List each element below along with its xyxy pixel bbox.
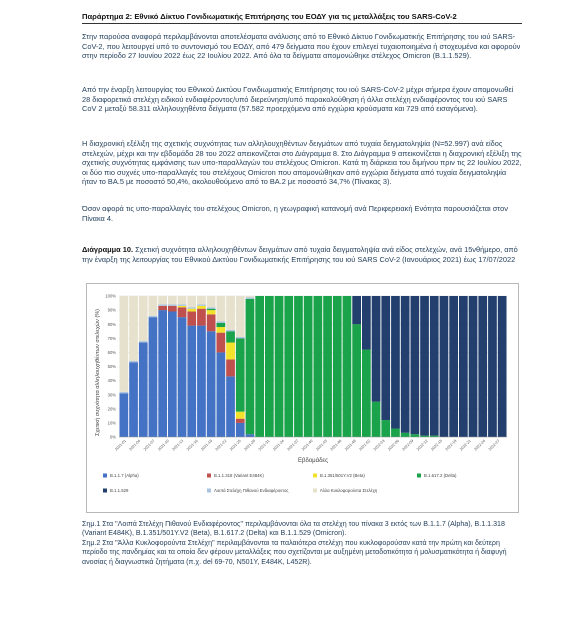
x-tick-label: 2022-03	[372, 438, 386, 452]
legend-swatch	[417, 474, 421, 478]
legend-swatch	[207, 489, 211, 493]
bar-segment	[381, 420, 390, 437]
footnotes	[82, 520, 522, 567]
y-tick-label: 100%	[105, 293, 116, 299]
bar-segment	[236, 423, 245, 437]
bar-segment	[197, 296, 206, 304]
legend-label: B.1.617.2 (Delta)	[424, 473, 457, 478]
bar-segment	[187, 326, 196, 437]
bar-segment	[391, 429, 400, 437]
legend-swatch	[103, 489, 107, 493]
x-tick-label: 2021-07	[142, 438, 156, 452]
bar-segment	[158, 306, 167, 310]
bar-segment	[187, 307, 196, 308]
x-tick-label: 2021-52	[358, 438, 372, 452]
x-tick-label: 2022-18	[444, 438, 458, 452]
y-tick-label: 10%	[107, 420, 116, 426]
bar-segment	[333, 296, 342, 437]
bar-segment	[178, 307, 187, 317]
figure-caption	[82, 245, 522, 264]
bar-segment	[168, 304, 177, 305]
y-tick-label: 0%	[109, 434, 116, 440]
stacked-bar-chart	[86, 283, 519, 513]
x-tick-label: 2021-19	[200, 438, 214, 452]
bar-segment	[149, 317, 158, 437]
y-tick-label: 60%	[107, 350, 116, 355]
bar-segment	[381, 296, 390, 420]
x-tick-label: 2022-12	[415, 438, 429, 452]
bar-segment	[129, 296, 138, 361]
bar-segment	[178, 304, 187, 305]
bar-segment	[119, 296, 128, 392]
paragraph-sample-summary: Στην παρούσα αναφορά περιλαμβάνονται αποτελέσματα ανάλυσης από το Εθνικό Δίκτυο Γονιδιωματικής Επιτήρησης του ιού SARS-CoV-2, που λειτουργεί υπό το συντονισμό του ΕΟΔΥ, από 479 δείγματα που έχουν επιλεγεί τυχαιοποιημένα ή στοχευμένα και αφορούν στην περίοδο 27 Ιουνίου 2022 έως 22 Ιουλίου 2022. Από όλα τα δείγματα απομονώθηκε στέλεχος Omicron (B.1.1.529).	[82, 32, 521, 61]
bar-segment	[275, 296, 284, 437]
bar-segment	[294, 296, 303, 437]
legend-label: B.1.351/501Y.V2 (Beta)	[320, 473, 365, 478]
bar-segment	[216, 323, 225, 327]
x-tick-label: 2021-28	[243, 438, 257, 452]
y-tick-label: 40%	[107, 378, 116, 384]
bar-segment	[207, 309, 216, 310]
bar-segment	[236, 419, 245, 423]
bar-segment	[119, 393, 128, 437]
bar-segment	[236, 296, 245, 337]
bar-segment	[226, 376, 235, 437]
bar-segment	[401, 296, 410, 433]
bar-segment	[187, 296, 196, 307]
footnote-1: Σημ.1 Στα "Λοιπά Στελέχη Πιθανού Ενδιαφέροντος" περιλαμβάνονται όλα τα στελέχη του πίνακα 3 εκτός των B.1.1.7 (Alpha), B.1.1.318 (Variant E484K), B.1.351/501Y.V2 (Beta), B.1.617.2 (Delta) και B.1.1.529 (Omicron).	[82, 520, 505, 538]
bar-segment	[246, 434, 255, 437]
y-tick-label: 50%	[107, 364, 116, 370]
bar-segment	[226, 343, 235, 360]
bar-segment	[236, 338, 245, 411]
bar-segment	[119, 392, 128, 393]
x-tick-label: 2021-04	[128, 438, 142, 452]
bar-segment	[498, 296, 507, 437]
bar-segment	[304, 296, 313, 437]
x-tick-label: 2021-16	[186, 438, 199, 452]
x-tick-label: 2021-40	[301, 438, 314, 452]
bar-segment	[197, 304, 206, 305]
bar-segment	[352, 324, 361, 437]
bar-segment	[158, 304, 167, 305]
bar-segment	[478, 296, 487, 437]
footnote-2: Σημ.2 Στα "Άλλα Κυκλοφορούντα Στελέχη" περιλαμβάνονται τα παλαιότερα στελέχη που κυκλοφορούσαν κατά την πρώτη και δεύτερη περίοδο της πανδημίας και τα οποία δεν φέρουν μεταλλάξεις που σχετίζονται με αυξημένη μεταδοτικότητα ή μολυσματικότητα ή διαφυγή ανοσίας ή διαγνωστικά ζητήματα (π.χ. del 69-70, N501Y, E484K, L452R).	[82, 538, 507, 566]
bar-segment	[158, 310, 167, 437]
legend-label: Λοιπά Στελέχη Πιθανού Ενδιαφέροντος	[214, 488, 289, 493]
y-tick-label: 70%	[107, 335, 116, 341]
legend-label: B.1.1.318 (Variant E484K)	[214, 473, 264, 478]
appendix-heading: Παράρτημα 2: Εθνικό Δίκτυο Γονιδιωματικής Επιτήρησης του ΕΟΔΥ για τις μεταλλάξεις του SARS-CoV-2	[82, 12, 522, 24]
x-tick-label: 2021-22	[214, 438, 228, 452]
bar-segment	[178, 317, 187, 437]
bar-segment	[236, 337, 245, 338]
bar-segment	[129, 361, 138, 362]
x-tick-label: 2021-43	[315, 438, 329, 452]
bar-segment	[216, 352, 225, 437]
figure-caption-text: Σχετική συχνότητα αλληλουχηθέντων δειγμάτων από τυχαία δειγματοληψία ανά είδος στελεχών, ανά 15νθήμερο, από την έναρξη της λειτουργίας του Εθνικού Δικτύου Γονιδιωματικής Επιτήρησης του ιού SARS CoV-2 (Ιανουάριος 2021) έως 17/07/2022	[82, 245, 518, 264]
x-tick-label: 2021-34	[272, 438, 285, 452]
x-tick-label: 2022-06	[387, 438, 400, 452]
bar-segment	[226, 296, 235, 330]
x-tick-label: 2022-27	[487, 438, 501, 452]
bar-segment	[226, 330, 235, 331]
bar-segment	[207, 296, 216, 307]
bar-segment	[149, 296, 158, 316]
bar-segment	[187, 309, 196, 312]
y-axis-title: Σχετική συχνότητα αλληλουχηθέντων στελεχών (%)	[95, 308, 101, 437]
bar-segment	[313, 296, 322, 437]
bar-segment	[139, 296, 148, 341]
bar-segment	[255, 296, 264, 437]
bar-segment	[216, 333, 225, 353]
bar-segment	[469, 296, 478, 437]
y-tick-label: 90%	[107, 307, 116, 313]
bar-segment	[440, 296, 449, 437]
bar-segment	[343, 296, 352, 437]
x-axis-title: Εβδομάδες	[298, 458, 328, 464]
y-tick-label: 30%	[107, 392, 116, 398]
bar-segment	[410, 434, 419, 437]
x-tick-label: 2022-09	[401, 438, 415, 452]
bar-segment	[158, 296, 167, 304]
bar-segment	[323, 296, 332, 437]
bar-segment	[372, 296, 381, 402]
bar-segment	[246, 299, 255, 434]
legend-swatch	[313, 489, 317, 493]
bar-segment	[149, 316, 158, 317]
bar-segment	[246, 297, 255, 298]
bar-segment	[236, 412, 245, 419]
bar-segment	[178, 306, 187, 307]
bar-segment	[187, 312, 196, 326]
x-tick-label: 2022-15	[430, 438, 444, 452]
x-tick-label: 2021-31	[257, 438, 271, 452]
bar-segment	[246, 296, 255, 297]
figure-caption-label: Διάγραμμα 10.	[82, 245, 134, 254]
bar-segment	[352, 296, 361, 324]
bar-segment	[129, 362, 138, 437]
bar-segment	[265, 296, 274, 437]
bar-segment	[410, 296, 419, 434]
paragraph-temporal-evolution: Η διαχρονική εξέλιξη της σχετικής συχνότητας των αλληλουχηθέντων δειγμάτων από τυχαία δειγματοληψία (N=52.997) ανά είδος στελεχών, μέχρι και την εβδομάδα 28 του 2022 απεικονίζεται στο Διάγραμμα 8. Στο Διάγραμμα 9 απεικονίζεται η διαχρονική εξέλιξη της σχετικής συχνότητας εμφάνισης των υπο-παραλλαγών του στελέχους Omicron. Κατά τη διάρκεια του διμήνου πριν τις 22 Ιουλίου 2022, οι δύο πιο συχνές υπο-παραλλαγές του στελέχους Omicron που απομονώθηκαν από εγχώρια δείγματα από τυχαία δειγματοληψία ήταν το BA.5 με ποσοστό 50,4%, ακολουθούμενο από το BA.2 με ποσοστό 34,7% (Πίνακας 3).	[82, 139, 522, 187]
x-tick-label: 2022-24	[473, 438, 487, 452]
bar-segment	[216, 296, 225, 321]
bar-segment	[139, 343, 148, 437]
y-tick-label: 80%	[107, 321, 116, 327]
legend-swatch	[207, 474, 211, 478]
bar-segment	[207, 314, 216, 331]
bar-segment	[207, 307, 216, 308]
bar-segment	[207, 310, 216, 314]
x-tick-label: 2021-46	[329, 438, 343, 452]
legend-label: B.1.1.7 (Alpha)	[110, 473, 139, 478]
bar-segment	[401, 433, 410, 437]
bar-segment	[226, 359, 235, 376]
bar-segment	[168, 312, 177, 437]
legend-label: B.1.1.529	[110, 488, 129, 493]
bar-segment	[488, 296, 497, 437]
bar-segment	[391, 296, 400, 429]
legend-swatch	[313, 474, 317, 478]
x-tick-label: 2021-25	[229, 438, 242, 452]
bar-segment	[226, 331, 235, 342]
bar-segment	[372, 402, 381, 437]
bar-segment	[284, 296, 293, 437]
bar-segment	[178, 296, 187, 304]
x-tick-label: 2021-49	[344, 438, 357, 452]
x-tick-label: 2022-21	[459, 438, 472, 452]
paragraph-geographic-distribution: Όσον αφορά τις υπο-παραλλαγές του στελέχους Omicron, η γεωγραφική κατανομή ανά Περιφερειακή Ενότητα παρουσιάζεται στον Πίνακα 4.	[82, 204, 508, 223]
x-tick-label: 2021-13	[171, 438, 185, 452]
bar-segment	[168, 306, 177, 312]
paragraph-strain-totals: Από την έναρξη λειτουργίας του Εθνικού Δικτύου Γονιδιωματικής Επιτήρησης του ιού SARS-CoV-2 μέχρι σήμερα έχουν απομονωθεί 28 διαφορετικά στελέχη ειδικού ενδιαφέροντος/υπό διερεύνηση/υπό παρακολούθηση ή άλλα στελέχη ενδιαφέροντος του ιού SARS CoV 2 μεταξύ 58.311 αλληλουχηθέντα δείγματα (57.582 προερχόμενα από εγχώρια κρούσματα και 729 από εισαγόμενα).	[82, 85, 514, 114]
y-tick-label: 20%	[107, 406, 116, 412]
bar-segment	[197, 306, 206, 309]
x-tick-label: 2021-01	[114, 438, 127, 452]
bar-segment	[449, 296, 458, 437]
legend-swatch	[103, 474, 107, 478]
x-tick-label: 2021-37	[286, 438, 300, 452]
bar-segment	[459, 296, 468, 437]
chart-canvas	[87, 284, 518, 512]
bar-segment	[197, 309, 206, 326]
bar-segment	[168, 296, 177, 304]
bar-segment	[197, 326, 206, 437]
bar-segment	[207, 331, 216, 437]
bar-segment	[139, 341, 148, 342]
bar-segment	[216, 321, 225, 322]
legend-label: Άλλα Κυκλοφορούντα Στελέχη	[320, 488, 378, 493]
bar-segment	[362, 296, 371, 350]
bar-segment	[362, 350, 371, 437]
x-tick-label: 2021-10	[157, 438, 171, 452]
bar-segment	[430, 296, 439, 436]
bar-segment	[216, 327, 225, 333]
bar-segment	[420, 296, 429, 436]
